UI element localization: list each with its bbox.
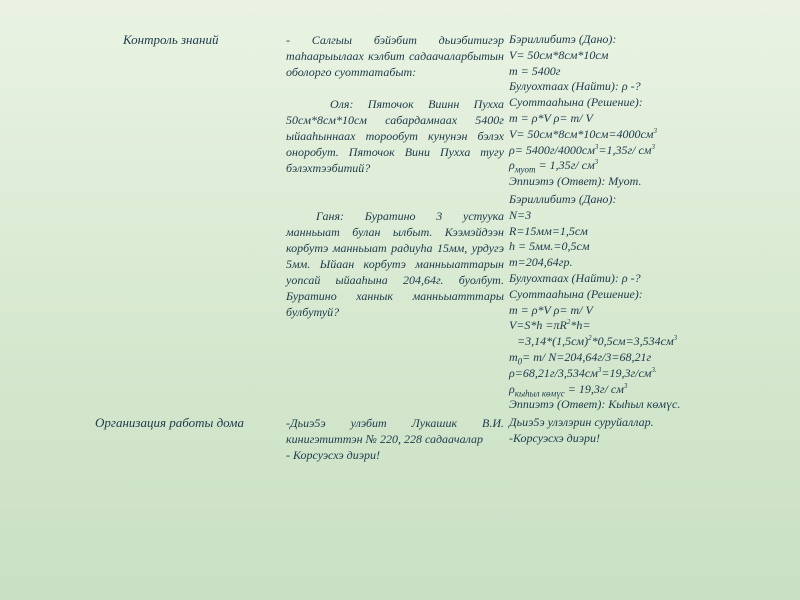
v-calc-1: $V= 50см*8см*10см=4000см^3$ bbox=[509, 126, 657, 141]
given-m-1: m = 5400г bbox=[509, 63, 561, 78]
homework-middle bbox=[286, 415, 504, 463]
find-1: Булуохтаах (Найти): ρ -? bbox=[509, 79, 641, 94]
solution-label-2: Суоттааһына (Решение): bbox=[509, 286, 643, 301]
rho-result-1: $\rho_{муот} = 1,35г/$ $см^3$ bbox=[509, 158, 599, 175]
solution-2 bbox=[509, 192, 799, 413]
answer-2: Эппиэтэ (Ответ): Кыһыл көмүс. bbox=[509, 397, 681, 412]
solution-1 bbox=[509, 32, 799, 190]
given-label-2: Бэриллибитэ (Дано): bbox=[509, 192, 617, 206]
homework-task: -Дьиэ5э улэбит Лукашик В.И. кинигэтиттэн № 220, 228 садаачалар bbox=[286, 416, 504, 446]
task-2 bbox=[286, 208, 504, 320]
task-2-text: Ганя: Буратино 3 устуука манньыат булан ылбыт. Кээмэйдээн корбутэ манньыат радиуһа 15мм, урдугэ 5мм. Ыйаан корбутэ манньыаттарын уопсай ыйааһына 204,64г. буолбут. Буратино ханнык манньыатттары булбутуй? bbox=[286, 209, 504, 319]
homework-right bbox=[509, 415, 799, 447]
homework-farewell: - Корсуэсхэ диэри! bbox=[286, 448, 381, 462]
homework-action: Дьиэ5э улэлэрин суруйаллар. bbox=[509, 415, 654, 429]
task-1-text: Оля: Пяточок Виинн Пухха 50см*8см*10см сабардамнаах 5400г ыйааһыннаах торообут кунунэн бэлэх оноробут. Пяточок Вини Пухха тугу бэлэхтээбитий? bbox=[286, 97, 504, 175]
formula-1: m = ρ*V ρ= m/ V bbox=[509, 110, 593, 125]
m0-calc-2: $m_0= m/$ N=204,64г/3=68,21г bbox=[509, 349, 652, 367]
given-h-2: h = 5мм.=0,5см bbox=[509, 239, 590, 254]
formula-2: m = ρ*V ρ= m/ V bbox=[509, 302, 593, 317]
given-m-2: m=204,64гр. bbox=[509, 255, 573, 270]
task-1 bbox=[286, 96, 504, 176]
section-title-homework: Организация работы дома bbox=[95, 415, 244, 430]
answer-1: Эппиэтэ (Ответ): Муот. bbox=[509, 174, 642, 189]
intro-text: - Салгыы бэйэбит дьиэбитигэр таһаарыылаах кэлбит садаачаларбытын оболорго суоттатабыт: bbox=[286, 33, 504, 79]
task-intro bbox=[286, 32, 504, 80]
rho-result-2: $\rho_{кыһыл көмүс} = 19,3г/$ $см^3$ bbox=[509, 381, 628, 398]
given-r-2: R=15мм=1,5см bbox=[509, 223, 588, 238]
v-calc-2: $=3,14*(1,5см)^2*0,5см=3,534см^3$ bbox=[517, 334, 678, 349]
given-label-1: Бэриллибитэ (Дано): bbox=[509, 32, 617, 46]
v-formula-2: $V=S*h =\pi R^2*h=$ bbox=[509, 318, 591, 333]
rho-calc-2: $\rho=68,21г/3,534см^3=19,3г/см^{3.}$ bbox=[509, 365, 657, 380]
find-2: Булуохтаах (Найти): ρ -? bbox=[509, 270, 641, 285]
section-title-control: Контроль знаний bbox=[123, 32, 219, 47]
rho-calc-1: $\rho= 5400г/4000см^3=1,35г/$ $см^3$ bbox=[509, 142, 655, 157]
homework-farewell-right: -Корсуэсхэ диэри! bbox=[509, 430, 601, 445]
given-v-1: V= 50см*8см*10см bbox=[509, 47, 609, 62]
solution-label-1: Суоттааһына (Решение): bbox=[509, 95, 643, 110]
given-n-2: N=3 bbox=[509, 207, 532, 222]
